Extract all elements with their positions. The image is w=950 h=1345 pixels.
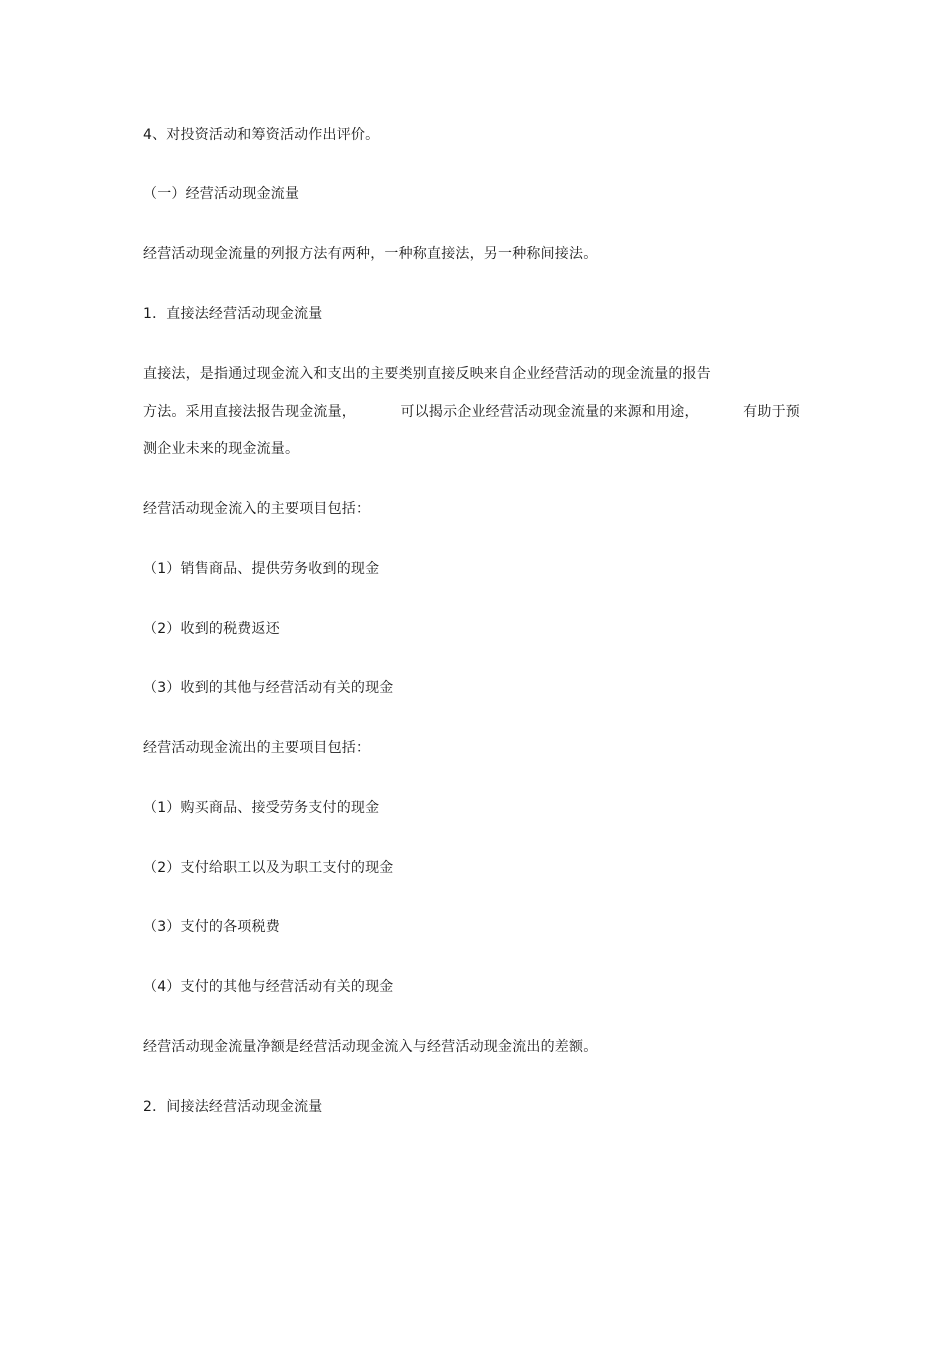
paragraph-inflow-items-intro: 经营活动现金流入的主要项目包括： — [143, 501, 371, 517]
paragraph-direct-method-line3: 测企业未来的现金流量。 — [143, 441, 300, 457]
list-item: （1）销售商品、提供劳务收到的现金 — [143, 561, 380, 577]
text-segment: 方法。采用直接法报告现金流量， — [143, 404, 356, 420]
list-item: （2）收到的税费返还 — [143, 621, 280, 637]
text-segment: 可以揭示企业经营活动现金流量的来源和用途， — [400, 404, 699, 420]
paragraph-reporting-methods: 经营活动现金流量的列报方法有两种，一种称直接法，另一种称间接法。 — [143, 246, 598, 262]
list-item: （3）收到的其他与经营活动有关的现金 — [143, 680, 394, 696]
paragraph-net-cash-flow: 经营活动现金流量净额是经营活动现金流入与经营活动现金流出的差额。 — [143, 1039, 598, 1055]
list-item: （1）购买商品、接受劳务支付的现金 — [143, 800, 380, 816]
section-heading-operating-cash-flow: （一）经营活动现金流量 — [143, 186, 300, 202]
subheading-direct-method: 1．直接法经营活动现金流量 — [143, 306, 323, 322]
subheading-indirect-method: 2．间接法经营活动现金流量 — [143, 1099, 323, 1115]
text-segment: 有助于预 — [743, 404, 800, 420]
paragraph-evaluation-item: 4、对投资活动和筹资活动作出评价。 — [143, 127, 380, 143]
paragraph-direct-method-line2 — [143, 403, 800, 421]
list-item: （2）支付给职工以及为职工支付的现金 — [143, 860, 394, 876]
list-item: （4）支付的其他与经营活动有关的现金 — [143, 979, 394, 995]
list-item: （3）支付的各项税费 — [143, 919, 280, 935]
paragraph-direct-method-line1: 直接法，是指通过现金流入和支出的主要类别直接反映来自企业经营活动的现金流量的报告 — [143, 366, 711, 382]
paragraph-outflow-items-intro: 经营活动现金流出的主要项目包括： — [143, 740, 371, 756]
